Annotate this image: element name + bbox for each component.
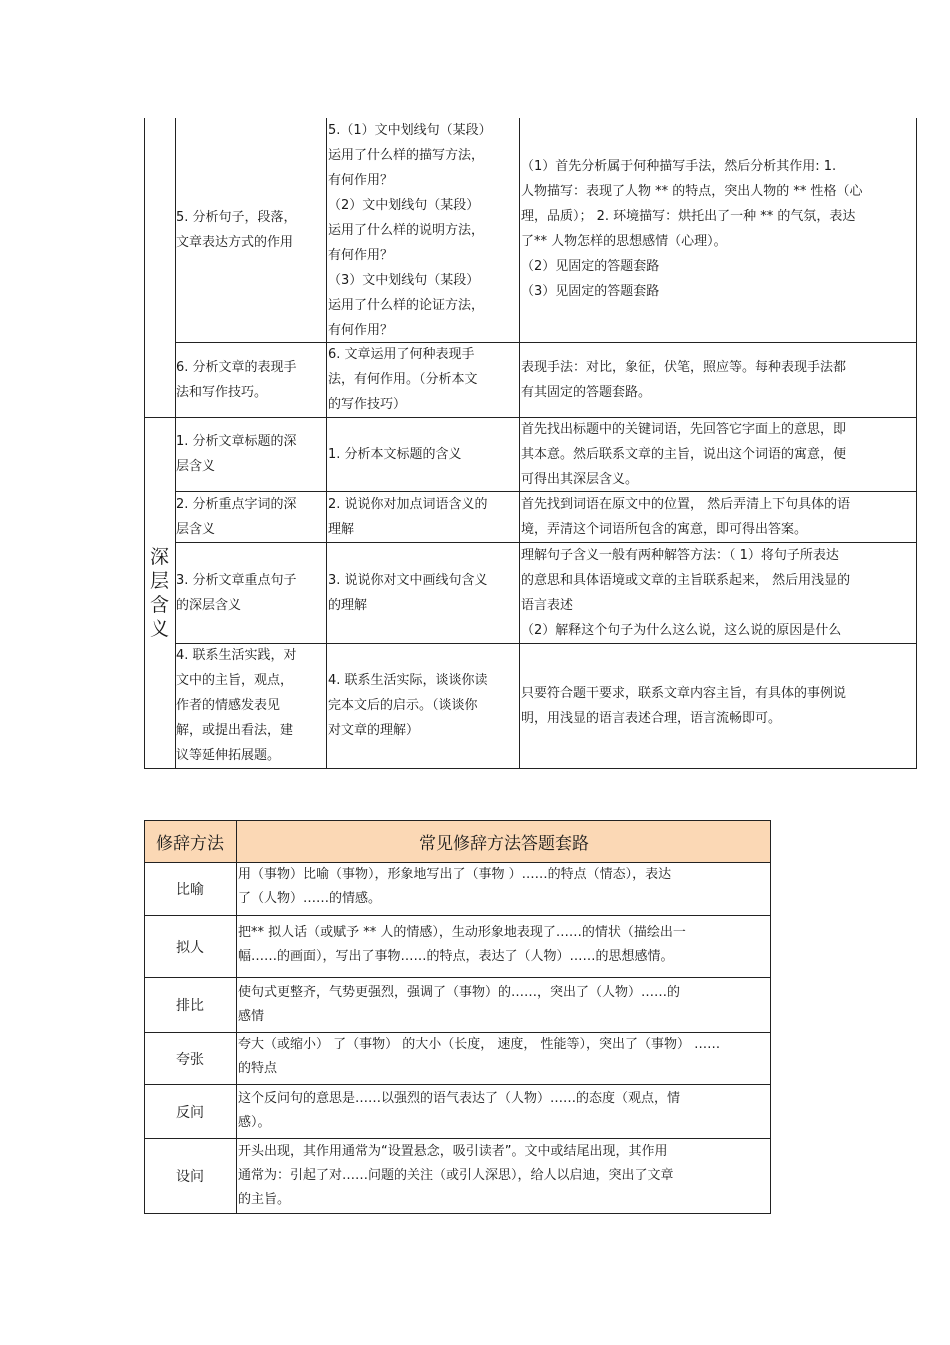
table-divider <box>144 977 771 978</box>
answer-method-cell: 表现手法：对比，象征，伏笔，照应等。每种表现手法都 有其固定的答题套路。 <box>521 359 847 400</box>
rhetoric-method-table <box>144 820 771 1214</box>
rhetoric-name: 拟人 <box>176 939 204 956</box>
table-border-bottom <box>144 1213 771 1214</box>
example-question-cell: 1. 分析本文标题的含义 <box>328 446 462 462</box>
rhetoric-description: 把** 拟人话（或赋予 ** 人的情感），生动形象地表现了……的情状（描绘出一 幅……的画面），写出了事物……的特点，表达了（人物）……的思想感情。 <box>238 925 686 964</box>
answer-method-cell: 只要符合题干要求，联系文章内容主旨，有具体的事例说 明，用浅显的语言表述合理，语言流畅即可。 <box>521 685 847 726</box>
rhetoric-name: 排比 <box>176 998 204 1014</box>
question-cell: 2. 分析重点字词的深 层含义 <box>176 496 297 537</box>
rhetoric-description: 这个反问句的意思是……以强烈的语气表达了（人物）……的态度（观点，情 感）。 <box>238 1091 681 1130</box>
table-divider <box>144 915 771 916</box>
question-cell: 6. 分析文章的表现手 法和写作技巧。 <box>176 359 297 400</box>
question-cell: 1. 分析文章标题的深 层含义 <box>176 434 297 474</box>
example-question-cell: 4. 联系生活实际，谈谈你读 完本文后的启示。（谈谈你 对文章的理解） <box>328 673 488 738</box>
table-border-top <box>144 820 771 821</box>
rhetoric-description: 用（事物）比喻（事物），形象地写出了（事物 ）……的特点（情态），表达 了（人物）……的情感。 <box>238 867 672 906</box>
answer-method-cell: （1）首先分析属于何种描写手法，然后分析其作用: 1. 人物描写：表现了人物 ** 的特点，突出人物的 ** 性格（心 理，品质）； 2. 环境描写：烘托出了一种 ** 的气氛，表达 了** 人物怎样的思想感情（心理）。 （2）见固定的答题套路 （3）见固定的答题套路 <box>521 159 863 299</box>
rhetoric-description: 夸大（或缩小） 了（事物） 的大小（长度， 速度， 性能等），突出了（事物） …… 的特点 <box>238 1037 721 1076</box>
rhetoric-name: 反问 <box>176 1104 204 1121</box>
header-answer-pattern: 常见修辞方法答题套路 <box>419 833 589 854</box>
example-question-cell: 5.（1）文中划线句（某段） 运用了什么样的描写方法， 有何作用？ （2）文中划线句（某段） 运用了什么样的说明方法， 有何作用？ （3）文中划线句（某段） 运用了什么样的论证方法， 有何作用？ <box>328 123 492 338</box>
question-cell: 4. 联系生活实践，对 文中的主旨，观点， 作者的情感发表见 解，或提出看法，建 议等延伸拓展题。 <box>176 648 297 763</box>
reading-answer-table <box>144 118 917 769</box>
question-cell: 5. 分析句子，段落， 文章表达方式的作用 <box>176 210 297 250</box>
rhetoric-name: 夸张 <box>176 1051 204 1068</box>
answer-method-cell: 理解句子含义一般有两种解答方法：（ 1）将句子所表达 的意思和具体语境或文章的主旨联系起来， 然后用浅显的 语言表述 （2）解释这个句子为什么这么说，这么说的原因是什么 <box>521 547 851 638</box>
example-question-cell: 3. 说说你对文中画线句含义 的理解 <box>328 572 488 613</box>
table-border-bottom <box>144 768 917 769</box>
rhetoric-description: 使句式更整齐，气势更强烈，强调了（事物）的……，突出了（人物）……的 感情 <box>238 985 681 1024</box>
section-label: 深层含义 <box>149 546 169 640</box>
example-question-cell: 2. 说说你对加点词语含义的 理解 <box>328 496 488 537</box>
answer-method-cell: 首先找出标题中的关键词语，先回答它字面上的意思，即 其本意。然后联系文章的主旨，说出这个词语的寓意，便 可得出其深层含义。 <box>521 421 847 487</box>
rhetoric-name: 设问 <box>176 1169 204 1185</box>
example-question-cell: 6. 文章运用了何种表现手 法，有何作用。（分析本文 的写作技巧） <box>328 347 478 412</box>
question-cell: 3. 分析文章重点句子 的深层含义 <box>176 572 297 613</box>
table-border-right <box>916 118 917 769</box>
header-rhetoric-method: 修辞方法 <box>156 833 224 854</box>
rhetoric-name: 比喻 <box>176 882 204 898</box>
answer-method-cell: 首先找到词语在原文中的位置， 然后弄清上下句具体的语 境，弄清这个词语所包含的寓意，即可得出答案。 <box>521 496 851 537</box>
table-divider <box>144 1138 771 1139</box>
table-divider <box>144 1084 771 1085</box>
rhetoric-description: 开头出现，其作用通常为“设置悬念，吸引读者”。文中或结尾出现，其作用 通常为：引起了对……问题的关注（或引人深思），给人以启迪，突出了文章 的主旨。 <box>238 1144 674 1207</box>
